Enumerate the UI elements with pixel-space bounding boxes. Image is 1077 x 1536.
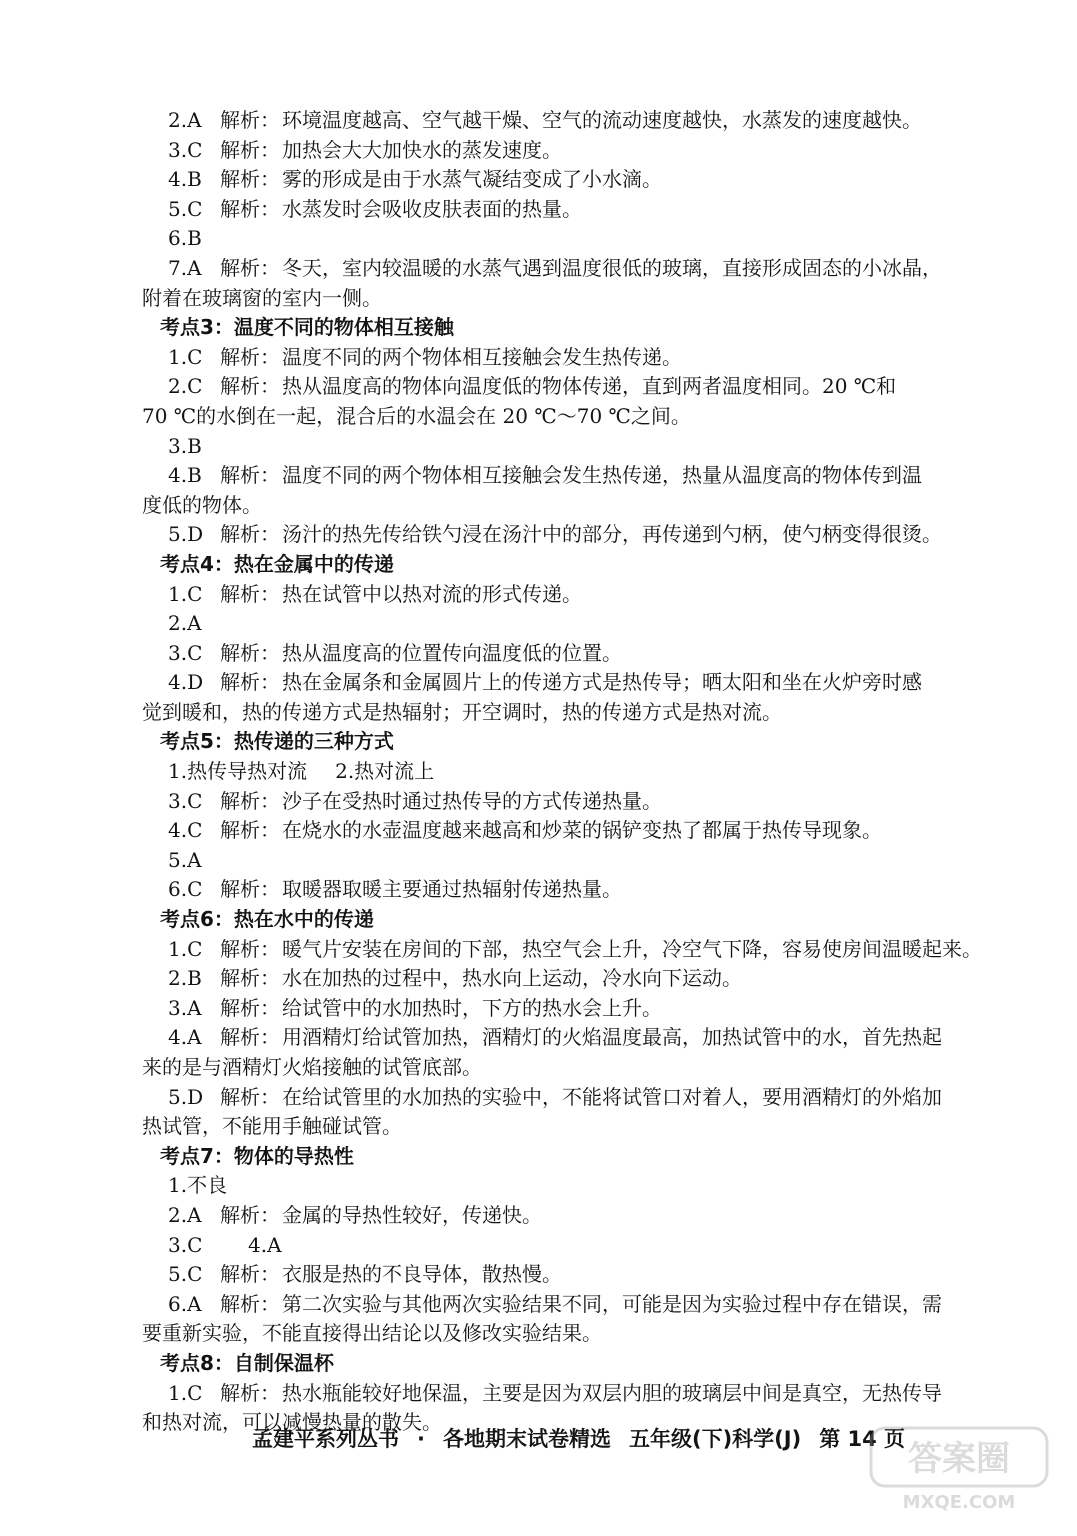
watermark-url: MXQE.COM [902, 1492, 1016, 1513]
answer-text: 环境温度越高、空气越干燥、空气的流动速度越快，水蒸发的速度越快。 [282, 108, 922, 132]
answer-line [168, 935, 990, 965]
answer-number: 1.不良 [168, 1173, 228, 1198]
answer-line [168, 165, 990, 195]
footer-book: 各地期末试卷精选 [442, 1427, 611, 1451]
answer-text: 水蒸发时会吸收皮肤表面的热量。 [282, 196, 582, 221]
analysis-label: 解析： [220, 788, 280, 813]
answer-number: 3.C [168, 788, 203, 813]
answer-line [168, 1171, 990, 1201]
answer-text: 在给试管里的水加热的实验中，不能将试管口对着人，要用酒精灯的外焰加 [282, 1084, 942, 1109]
answer-line [168, 609, 990, 639]
answer-line [168, 1023, 990, 1053]
answer-line [168, 254, 990, 284]
answer-number: 5.A [168, 847, 202, 872]
answer-number: 6.B [168, 226, 202, 251]
answer-line [168, 816, 990, 846]
analysis-label: 解析： [220, 1202, 280, 1227]
answer-number: 3.A [168, 995, 202, 1020]
answer-number: 6.A [168, 1291, 202, 1316]
answer-line [168, 1201, 990, 1231]
answer-continuation: 附着在玻璃窗的室内一侧。 [142, 285, 382, 310]
answer-number: 1.C [168, 581, 203, 606]
page-footer [252, 1423, 923, 1453]
answer-line [168, 1231, 990, 1261]
answer-number: 1.C [168, 344, 203, 369]
answer-text: 冬天，室内较温暖的水蒸气遇到温度很低的玻璃，直接形成固态的小冰晶， [282, 255, 942, 280]
footer-series: 孟建平系列丛书 [252, 1427, 399, 1451]
answer-text: 热从温度高的物体向温度低的物体传递，直到两者温度相同。20 ℃和 [282, 374, 897, 399]
analysis-label: 解析： [220, 344, 280, 369]
answer-line [168, 224, 990, 254]
answer-line [168, 520, 990, 550]
answer-number: 7.A [168, 255, 202, 280]
answer-number: 5.C [168, 196, 203, 221]
section-heading: 考点5：热传递的三种方式 [160, 729, 394, 754]
analysis-label: 解析： [220, 463, 280, 488]
analysis-label: 解析： [220, 167, 280, 192]
answer-number: 3.C [168, 1232, 203, 1257]
analysis-label: 解析： [220, 818, 280, 843]
answer-text: 暖气片安装在房间的下部，热空气会上升，冷空气下降，容易使房间温暖起来。 [282, 936, 982, 961]
answer-line [168, 846, 990, 876]
analysis-label: 解析： [220, 255, 280, 280]
watermark-logo [869, 1426, 1049, 1516]
analysis-label: 解析： [220, 877, 280, 902]
answer-number: 3.B [168, 433, 202, 458]
answer-text: 用酒精灯给试管加热，酒精灯的火焰温度最高，加热试管中的水，首先热起 [282, 1025, 942, 1050]
analysis-label: 解析： [220, 196, 280, 221]
analysis-label: 解析： [220, 581, 280, 606]
analysis-label: 解析： [220, 1262, 280, 1287]
answer-text: 温度不同的两个物体相互接触会发生热传递，热量从温度高的物体传到温 [282, 463, 922, 488]
answer-number: 3.C [168, 137, 203, 162]
section-heading: 考点3：温度不同的物体相互接触 [160, 315, 454, 340]
answer-continuation: 70 ℃的水倒在一起，混合后的水温会在 20 ℃～70 ℃之间。 [142, 403, 691, 428]
footer-dot: · [417, 1427, 425, 1451]
answer-number: 6.C [168, 877, 203, 902]
section-heading: 考点8：自制保温杯 [160, 1350, 334, 1375]
answer-text: 加热会大大加快水的蒸发速度。 [282, 137, 562, 162]
analysis-label: 解析： [220, 966, 280, 991]
answer-text: 金属的导热性较好，传递快。 [282, 1202, 542, 1227]
answer-continuation: 热试管，不能用手触碰试管。 [142, 1114, 402, 1139]
answer-line [168, 1260, 990, 1290]
answer-line [168, 1083, 990, 1113]
answer-number: 5.D [168, 1084, 204, 1109]
analysis-label: 解析： [220, 1380, 280, 1405]
analysis-label: 解析： [220, 1291, 280, 1316]
answer-text: 热在金属条和金属圆片上的传递方式是热传导；晒太阳和坐在火炉旁时感 [282, 670, 922, 695]
answer-number: 1.热传导 [168, 759, 248, 784]
answer-content [142, 106, 990, 1438]
answer-line [168, 343, 990, 373]
answer-line [168, 787, 990, 817]
answer-number: 4.B [168, 167, 202, 192]
section-heading: 考点6：热在水中的传递 [160, 907, 374, 932]
analysis-label: 解析： [220, 374, 280, 399]
answer-number: 5.C [168, 1262, 203, 1287]
analysis-label: 解析： [220, 522, 280, 547]
answer-continuation: 度低的物体。 [142, 492, 262, 517]
answer-continuation: 和热对流，可以减慢热量的散失。 [142, 1410, 442, 1435]
footer-grade: 五年级(下)科学(J) [628, 1427, 802, 1451]
analysis-label: 解析： [220, 1084, 280, 1109]
watermark-text: 答案圈 [908, 1439, 1010, 1479]
answer-line [168, 106, 990, 136]
answer-text: 热对流 [247, 759, 308, 784]
answer-number: 4.A [248, 1232, 282, 1257]
answer-number: 4.D [168, 670, 204, 695]
answer-number: 2.C [168, 374, 203, 399]
answer-text: 水在加热的过程中，热水向上运动，冷水向下运动。 [282, 966, 742, 991]
answer-number: 4.B [168, 463, 202, 488]
answer-continuation: 要重新实验，不能直接得出结论以及修改实验结果。 [142, 1321, 602, 1346]
analysis-label: 解析： [220, 640, 280, 665]
answer-number: 2.热对流 [335, 759, 415, 784]
answer-text: 衣服是热的不良导体，散热慢。 [282, 1262, 562, 1287]
answer-number: 3.C [168, 640, 203, 665]
analysis-label: 解析： [220, 670, 280, 695]
answer-line [168, 875, 990, 905]
answer-text: 给试管中的水加热时，下方的热水会上升。 [282, 995, 662, 1020]
answer-text: 热在试管中以热对流的形式传递。 [282, 581, 582, 606]
answer-line [168, 1290, 990, 1320]
answer-number: 4.A [168, 1025, 202, 1050]
answer-line [168, 964, 990, 994]
answer-number: 2.B [168, 966, 202, 991]
answer-number: 2.A [168, 108, 202, 132]
answer-number: 2.A [168, 611, 202, 636]
answer-number: 4.C [168, 818, 203, 843]
section-heading: 考点7：物体的导热性 [160, 1143, 354, 1168]
analysis-label: 解析： [220, 995, 280, 1020]
answer-number: 5.D [168, 522, 204, 547]
answer-line [168, 639, 990, 669]
answer-text: 上 [414, 759, 435, 784]
answer-number: 2.A [168, 1202, 202, 1227]
answer-line [168, 994, 990, 1024]
answer-line [168, 668, 990, 698]
analysis-label: 解析： [220, 1025, 280, 1050]
answer-text: 热水瓶能较好地保温，主要是因为双层内胆的玻璃层中间是真空，无热传导 [282, 1380, 942, 1405]
answer-number: 1.C [168, 1380, 203, 1405]
answer-text: 第二次实验与其他两次实验结果不同，可能是因为实验过程中存在错误，需 [282, 1291, 942, 1316]
answer-line [168, 757, 990, 787]
footer-page-number: 第 14 页 [819, 1427, 906, 1451]
answer-text: 雾的形成是由于水蒸气凝结变成了小水滴。 [282, 167, 662, 192]
answer-line [168, 461, 990, 491]
answer-line [168, 195, 990, 225]
answer-text: 沙子在受热时通过热传导的方式传递热量。 [282, 788, 662, 813]
analysis-label: 解析： [220, 108, 280, 132]
answer-text: 汤汁的热先传给铁勺浸在汤汁中的部分，再传递到勺柄，使勺柄变得很烫。 [282, 522, 942, 547]
answer-continuation: 来的是与酒精灯火焰接触的试管底部。 [142, 1055, 482, 1079]
answer-continuation: 觉到暖和，热的传递方式是热辐射；开空调时，热的传递方式是热对流。 [142, 699, 782, 724]
answer-text: 热从温度高的位置传向温度低的位置。 [282, 640, 622, 665]
answer-line [168, 580, 990, 610]
answer-line [168, 1379, 990, 1409]
answer-line [168, 136, 990, 166]
answer-text: 取暖器取暖主要通过热辐射传递热量。 [282, 877, 622, 902]
section-heading: 考点4：热在金属中的传递 [160, 551, 394, 576]
answer-line [168, 432, 990, 462]
analysis-label: 解析： [220, 137, 280, 162]
answer-number: 1.C [168, 936, 203, 961]
answer-text: 在烧水的水壶温度越来越高和炒菜的锅铲变热了都属于热传导现象。 [282, 818, 882, 843]
answer-text: 温度不同的两个物体相互接触会发生热传递。 [282, 344, 682, 369]
answer-line [168, 372, 990, 402]
analysis-label: 解析： [220, 936, 280, 961]
